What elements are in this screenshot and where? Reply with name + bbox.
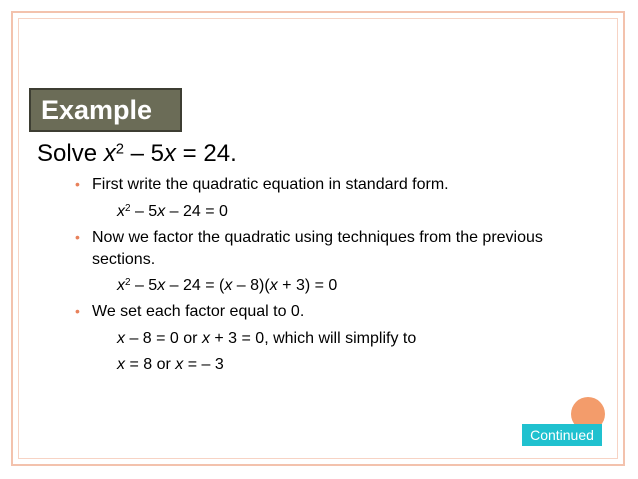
equation-solution (117, 356, 224, 374)
problem-mid: – 5 (123, 140, 165, 167)
bullet-item-2-continued: sections. (92, 251, 156, 268)
bullet-icon: • (75, 176, 80, 192)
bullet-icon: • (75, 229, 80, 245)
eq-text: – 5 (130, 203, 158, 220)
eq-text: – 24 = ( (165, 277, 225, 294)
var-x: x (117, 203, 125, 220)
equation-factors-zero (117, 330, 416, 348)
slide-title: Example (29, 88, 182, 132)
var-x: x (117, 356, 125, 373)
eq-text: – 24 = 0 (165, 203, 228, 220)
eq-text: + 3 = 0, which will simplify to (209, 330, 417, 347)
bullet-text: Now we factor the quadratic using techniques from the previous (92, 229, 543, 246)
var-x: x (157, 277, 166, 294)
problem-statement (37, 140, 237, 168)
exponent: 2 (125, 203, 131, 215)
exponent: 2 (115, 141, 124, 158)
equation-standard-form (117, 203, 228, 221)
var-x: x (103, 140, 116, 167)
bullet-item-3 (75, 303, 305, 321)
var-x: x (175, 356, 184, 373)
exponent: 2 (125, 277, 131, 289)
bullet-icon: • (75, 303, 80, 319)
var-x: x (117, 277, 125, 294)
bullet-text: We set each factor equal to 0. (92, 303, 305, 320)
var-x: x (157, 203, 166, 220)
problem-tail: = 24. (176, 140, 237, 167)
eq-text: – 8)( (232, 277, 270, 294)
eq-text: = 8 or (125, 356, 176, 373)
bullet-item-1 (75, 176, 449, 194)
var-x: x (117, 330, 125, 347)
var-x: x (164, 140, 177, 167)
continued-link[interactable]: Continued (522, 424, 602, 446)
equation-factored (117, 277, 337, 295)
problem-prefix: Solve (37, 140, 104, 167)
eq-text: + 3) = 0 (277, 277, 338, 294)
eq-text: = – 3 (183, 356, 224, 373)
eq-text: – 8 = 0 or (125, 330, 202, 347)
bullet-item-2 (75, 229, 543, 247)
var-x: x (201, 330, 210, 347)
eq-text: – 5 (130, 277, 158, 294)
var-x: x (224, 277, 233, 294)
bullet-text: First write the quadratic equation in standard form. (92, 176, 449, 193)
var-x: x (269, 277, 278, 294)
